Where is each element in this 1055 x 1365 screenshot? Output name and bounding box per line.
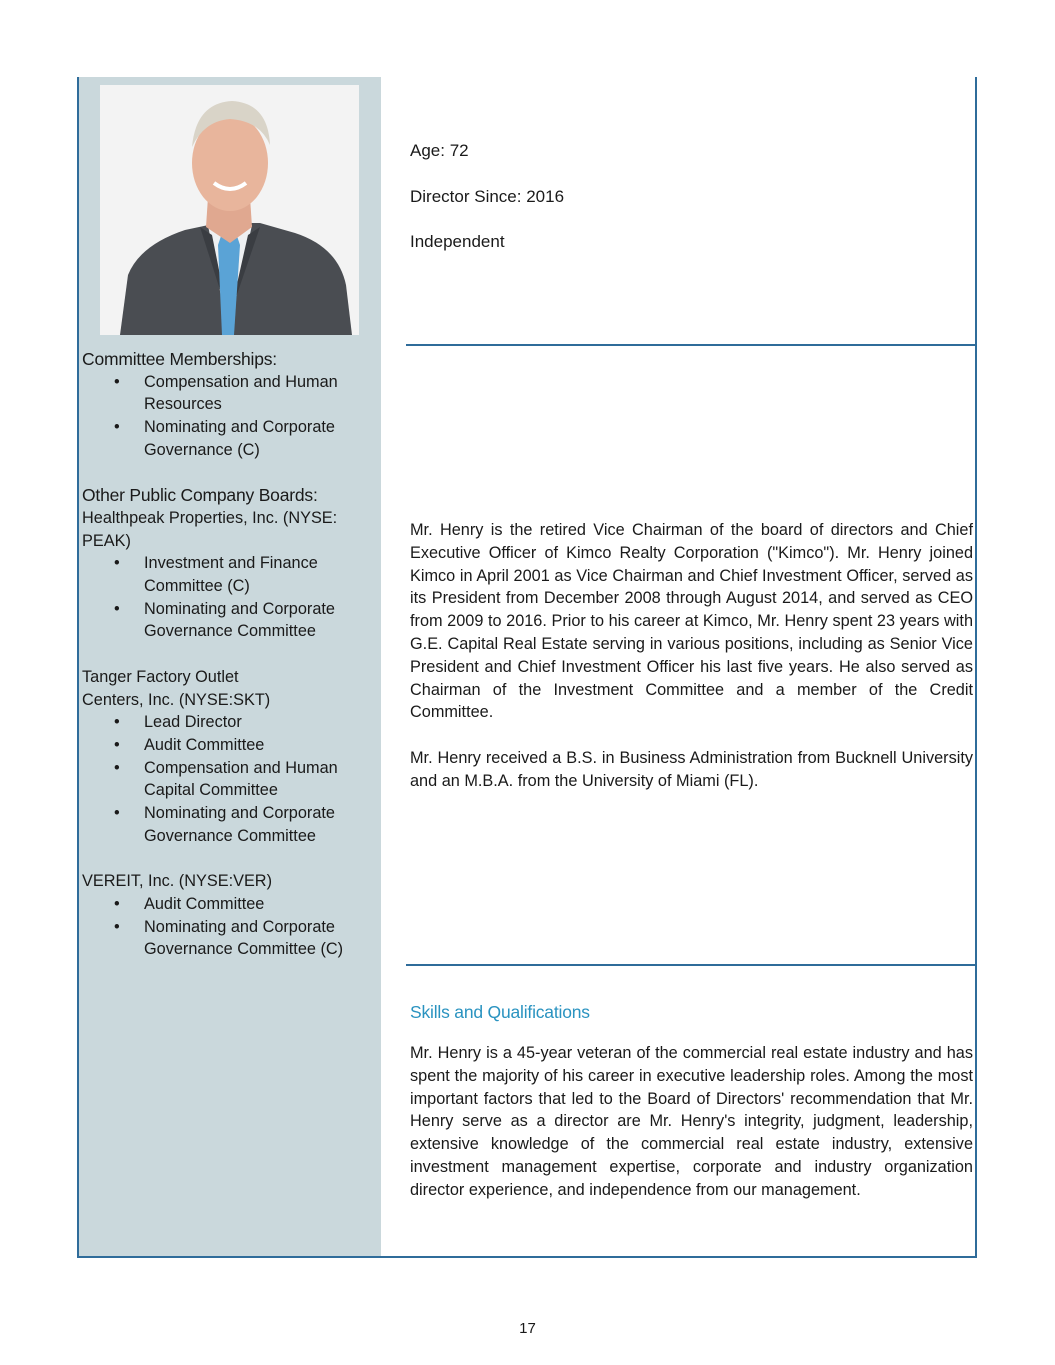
board-name: VEREIT, Inc. (NYSE:VER)	[82, 872, 272, 891]
list-item: • Nominating and Corporate Governance (C)	[144, 416, 377, 461]
committee-memberships-heading: Committee Memberships:	[82, 349, 277, 369]
board-name-line: Tanger Factory Outlet	[82, 667, 239, 686]
skills-heading: Skills and Qualifications	[410, 1002, 590, 1022]
board-name: Healthpeak Properties, Inc. (NYSE: PEAK)	[82, 508, 338, 550]
skills-paragraph: Mr. Henry is a 45-year veteran of the commercial real estate industry and has spent the majority of his career in executive leadership roles. Among the most important factors that led to the Board of Directors' recommendation that Mr. Henry serve as a director are Mr. Henry's integrity, judgment, leadership, extensive knowledge of the commercial real estate industry, extensive investment management expertise, corporate and industry organization director experience, and independence from our management.	[410, 1044, 973, 1199]
board-name-line: Centers, Inc. (NYSE:SKT)	[82, 690, 271, 709]
list-item: • Compensation and Human Resources	[144, 371, 377, 416]
list-item: • Nominating and Corporate Governance Committee	[144, 598, 377, 643]
bio-paragraph: Mr. Henry received a B.S. in Business Administration from Bucknell University and an M.B.A. from the University of Miami (FL).	[410, 748, 973, 790]
list-item: • Audit Committee	[144, 893, 377, 916]
list-item: • Compensation and Human Capital Committee	[144, 757, 377, 802]
list-item: • Audit Committee	[144, 734, 377, 757]
list-item: • Investment and Finance Committee (C)	[144, 552, 377, 597]
other-boards-heading: Other Public Company Boards:	[82, 485, 318, 506]
list-item: • Nominating and Corporate Governance Committee	[144, 802, 377, 847]
director-since-text: Director Since: 2016	[410, 186, 565, 206]
independence-status: Independent	[410, 232, 505, 251]
page-number: 17	[519, 1320, 536, 1337]
list-item: • Nominating and Corporate Governance Committee (C)	[144, 916, 377, 961]
list-item: • Lead Director	[144, 711, 377, 734]
bio-paragraph: Mr. Henry is the retired Vice Chairman of the board of directors and Chief Executive Officer of Kimco Realty Corporation ("Kimco"). Mr. Henry joined Kimco in April 2001 as Vice Chairman and Chief Investment Officer, served as its President from December 2008 through August 2014, and served as CEO from 2009 to 2016. Prior to his career at Kimco, Mr. Henry spent 23 years with G.E. Capital Real Estate serving in various positions, including as Senior Vice President and Chief Investment Officer his last five years. He also served as Chairman of the Investment Committee and a member of the Credit Committee.	[410, 521, 973, 722]
age-text: Age: 72	[410, 141, 469, 160]
profile-frame	[77, 77, 977, 1258]
